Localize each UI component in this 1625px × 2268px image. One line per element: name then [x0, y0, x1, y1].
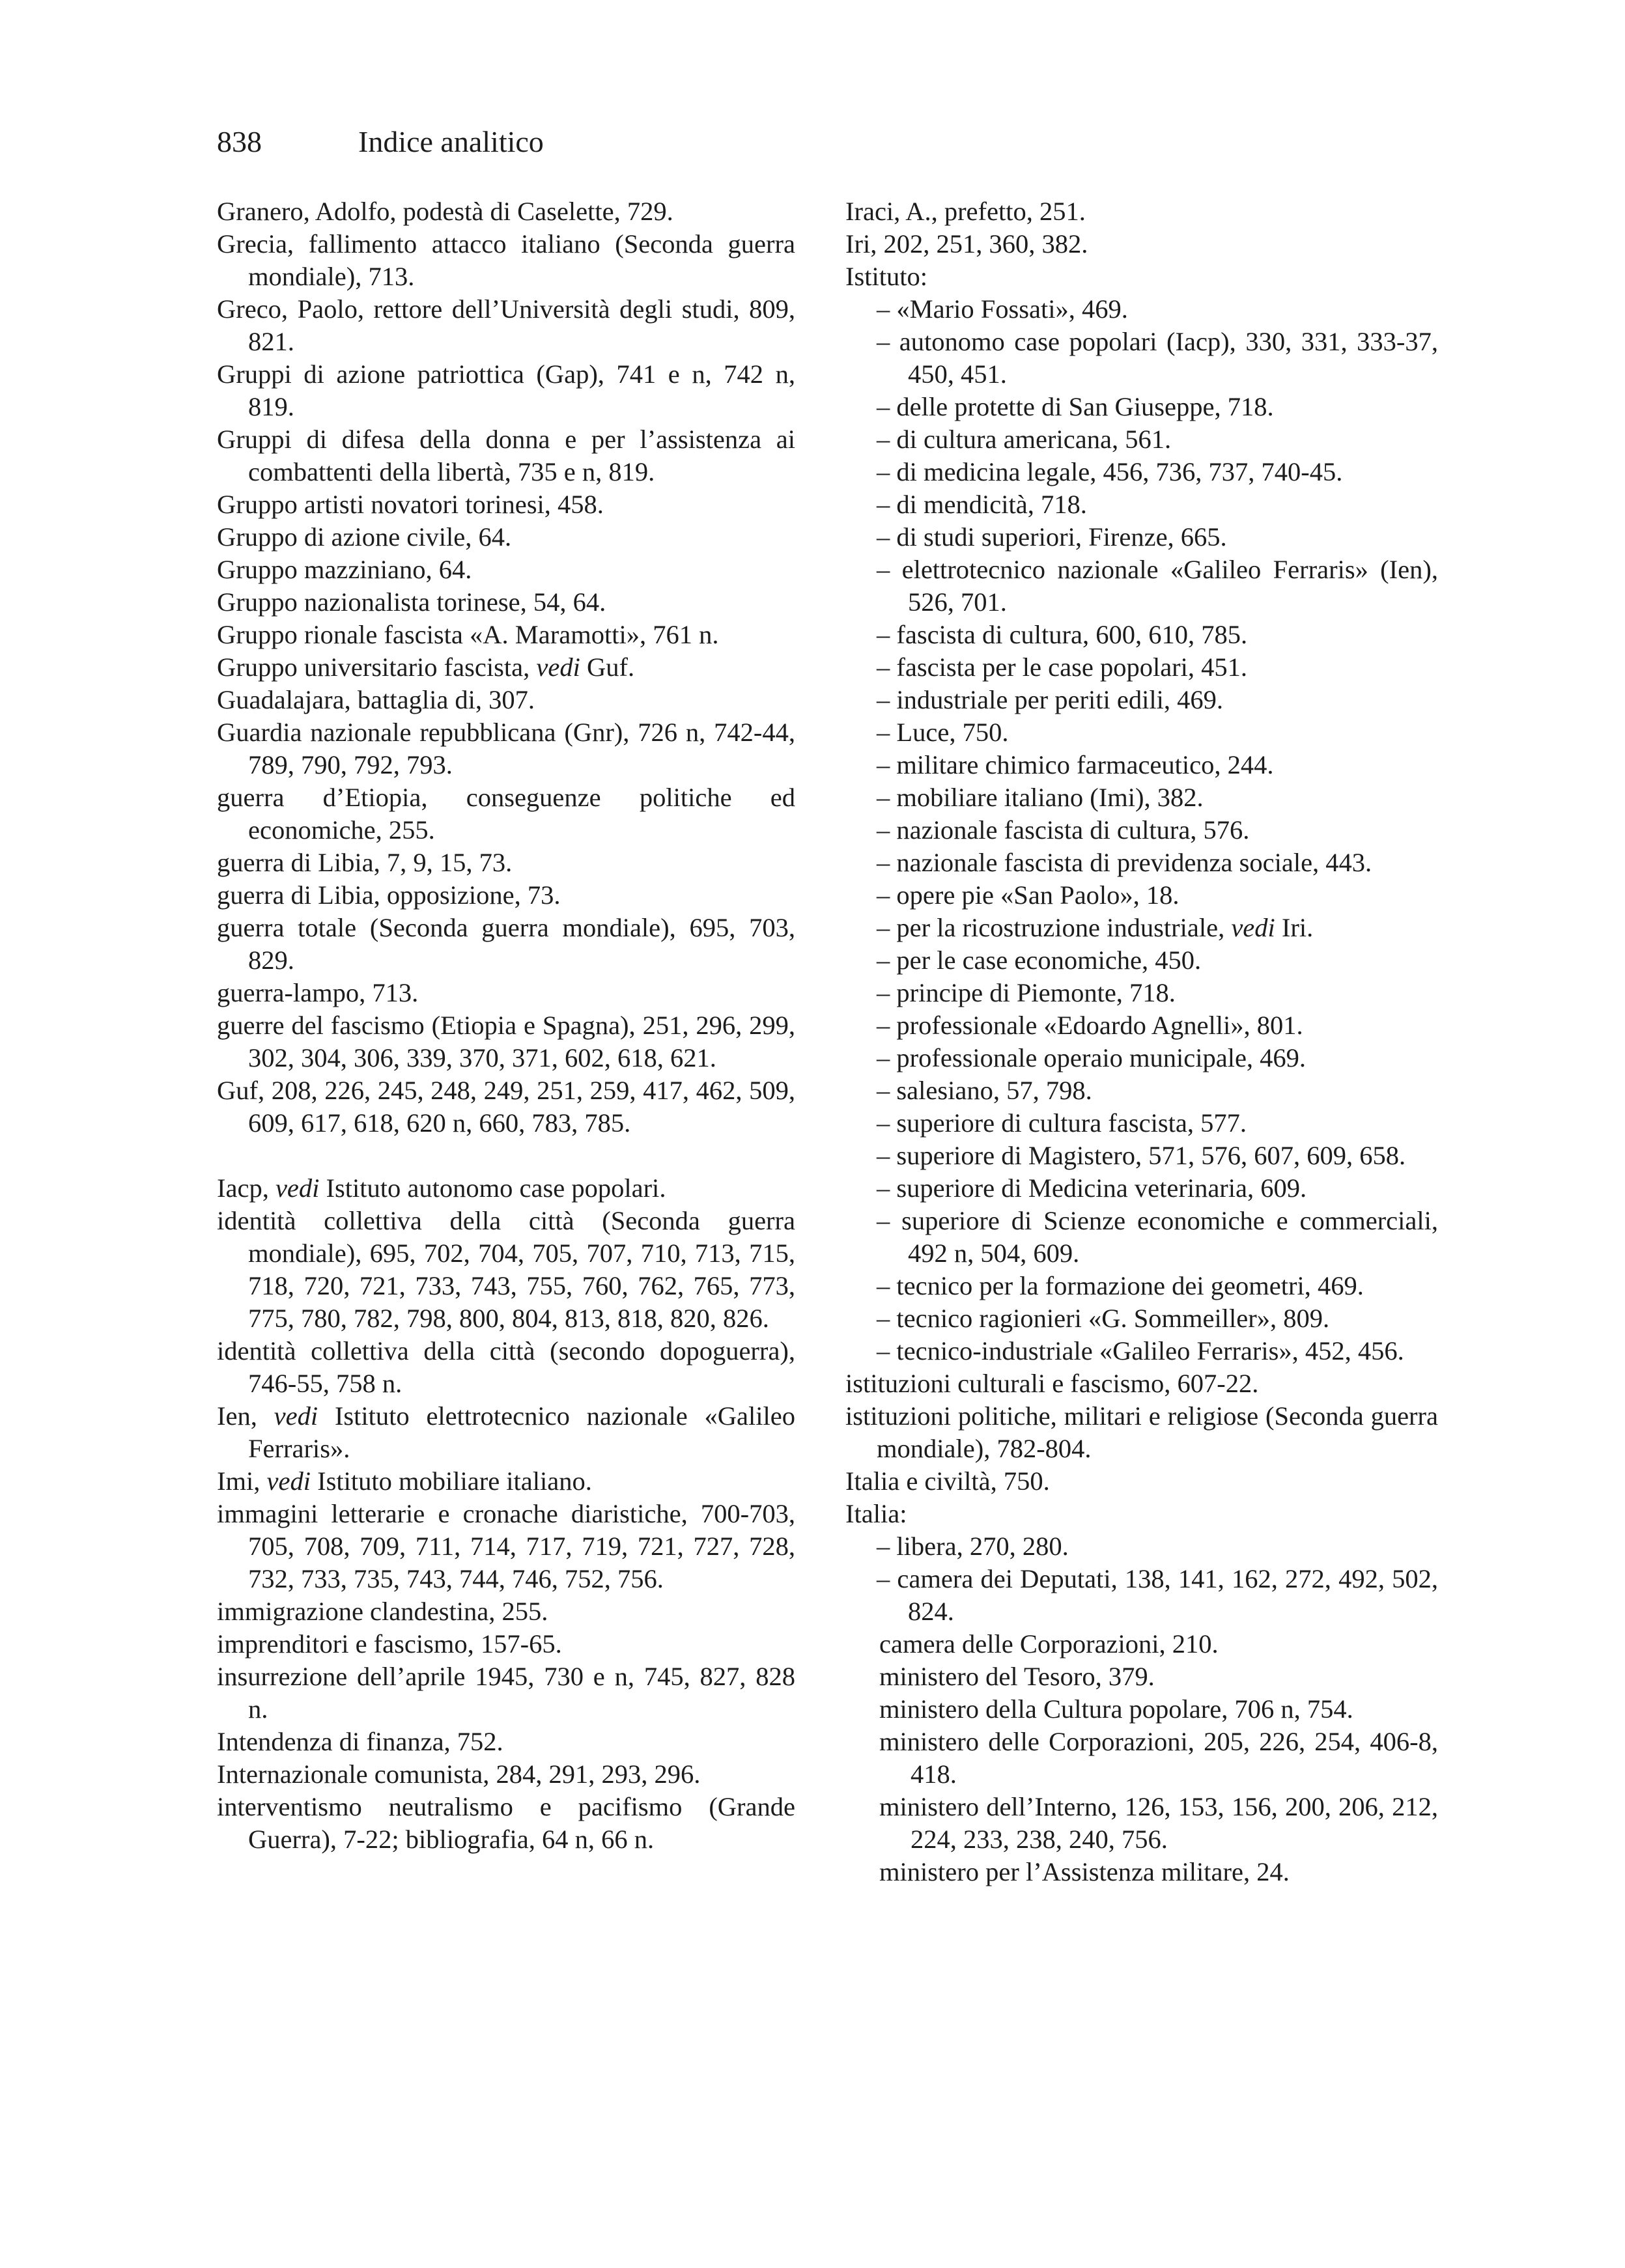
index-subentry: – Luce, 750. — [877, 718, 1009, 747]
index-entry: Granero, Adolfo, podestà di Caselette, 729. — [217, 197, 673, 226]
index-subentry: – superiore di Scienze economiche e commerciali, 492 n, 504, 609. — [877, 1206, 1438, 1268]
page-number: 838 — [217, 125, 262, 158]
index-subentry: – camera dei Deputati, 138, 141, 162, 272, 492, 502, 824. — [877, 1564, 1438, 1626]
index-entry: guerra d’Etiopia, conseguenze politiche ed economiche, 255. — [217, 783, 795, 845]
index-column-left — [217, 195, 795, 1856]
index-subentry: – elettrotecnico nazionale «Galileo Ferraris» (Ien), 526, 701. — [877, 555, 1438, 617]
entry-text: Imi, — [217, 1466, 267, 1496]
entry-text: Iri. — [1275, 913, 1314, 942]
index-subentry: – fascista per le case popolari, 451. — [877, 652, 1248, 682]
index-entry: Iri, 202, 251, 360, 382. — [845, 229, 1088, 259]
index-entry: Guf, 208, 226, 245, 248, 249, 251, 259, 417, 462, 509, 609, 617, 618, 620 n, 660, 783, 785. — [217, 1076, 795, 1138]
entry-text: – per la ricostruzione industriale, — [877, 913, 1232, 942]
entry-text: Ien, — [217, 1401, 274, 1431]
cross-reference-vedi: vedi — [536, 652, 580, 682]
index-subentry: – salesiano, 57, 798. — [877, 1076, 1092, 1105]
index-subentry: camera delle Corporazioni, 210. — [879, 1629, 1219, 1659]
index-subentry: ministero delle Corporazioni, 205, 226, 254, 406-8, 418. — [879, 1727, 1438, 1789]
index-entry: Gruppo rionale fascista «A. Maramotti», 761 n. — [217, 620, 719, 649]
entry-text: Istituto mobiliare italiano. — [310, 1466, 592, 1496]
index-subentry: – tecnico-industriale «Galileo Ferraris», 452, 456. — [877, 1336, 1404, 1365]
index-entry — [217, 1465, 795, 1498]
index-entry: istituzioni culturali e fascismo, 607-22. — [845, 1369, 1259, 1398]
index-subentry: – superiore di cultura fascista, 577. — [877, 1108, 1247, 1138]
index-entry: Internazionale comunista, 284, 291, 293, 296. — [217, 1759, 701, 1789]
index-subentry: – opere pie «San Paolo», 18. — [877, 880, 1180, 910]
index-subentry: – tecnico ragionieri «G. Sommeiller», 809. — [877, 1304, 1330, 1333]
index-subentry: ministero dell’Interno, 126, 153, 156, 200, 206, 212, 224, 233, 238, 240, 756. — [879, 1792, 1438, 1854]
index-subentry: – industriale per periti edili, 469. — [877, 685, 1223, 714]
index-entry: Italia e civiltà, 750. — [845, 1466, 1050, 1496]
entry-text: Istituto elettrotecnico nazionale «Galileo Ferraris». — [248, 1401, 796, 1463]
index-entry: Iraci, A., prefetto, 251. — [845, 197, 1086, 226]
cross-reference-vedi: vedi — [1231, 913, 1275, 942]
index-subentry: – superiore di Medicina veterinaria, 609. — [877, 1173, 1307, 1203]
index-entry: Italia: — [845, 1499, 907, 1528]
index-subentry: – autonomo case popolari (Iacp), 330, 331, 333-37, 450, 451. — [877, 327, 1438, 389]
index-entry: interventismo neutralismo e pacifismo (Grande Guerra), 7-22; bibliografia, 64 n, 66 n. — [217, 1792, 795, 1854]
index-entry: identità collettiva della città (Seconda guerra mondiale), 695, 702, 704, 705, 707, 710, 713, 715, 718, 720, 721, 733, 743, 755, 760, 762, 765, 773, 775, 780, 782, 798, 800, 804, 813, 818, 820, 826. — [217, 1206, 795, 1333]
entry-text: Istituto autonomo case popolari. — [319, 1173, 666, 1203]
index-entry: imprenditori e fascismo, 157-65. — [217, 1629, 562, 1659]
entry-text: Iacp, — [217, 1173, 276, 1203]
index-column-right — [845, 195, 1438, 1888]
index-entry: guerra totale (Seconda guerra mondiale), 695, 703, 829. — [217, 913, 795, 975]
index-subentry: – mobiliare italiano (Imi), 382. — [877, 783, 1204, 812]
index-entry: guerre del fascismo (Etiopia e Spagna), 251, 296, 299, 302, 304, 306, 339, 370, 371, 602, 618, 621. — [217, 1011, 795, 1072]
index-entry: guerra di Libia, opposizione, 73. — [217, 880, 561, 910]
index-entry: immigrazione clandestina, 255. — [217, 1597, 548, 1626]
index-entry — [217, 1400, 795, 1465]
index-subentry: ministero del Tesoro, 379. — [879, 1662, 1155, 1691]
index-entry — [217, 651, 795, 684]
index-subentry: – di studi superiori, Firenze, 665. — [877, 522, 1227, 552]
index-subentry: – superiore di Magistero, 571, 576, 607, 609, 658. — [877, 1141, 1406, 1170]
entry-text: Gruppo universitario fascista, — [217, 652, 537, 682]
index-entry: guerra di Libia, 7, 9, 15, 73. — [217, 848, 513, 877]
index-entry: Gruppo mazziniano, 64. — [217, 555, 472, 584]
index-entry: Greco, Paolo, rettore dell’Università degli studi, 809, 821. — [217, 294, 795, 356]
index-subentry: ministero della Cultura popolare, 706 n, 754. — [879, 1694, 1353, 1724]
page-header — [217, 122, 544, 161]
index-subentry: – «Mario Fossati», 469. — [877, 294, 1128, 324]
index-subentry: ministero per l’Assistenza militare, 24. — [879, 1857, 1290, 1886]
index-entry: Grecia, fallimento attacco italiano (Seconda guerra mondiale), 713. — [217, 229, 795, 291]
index-subentry: – principe di Piemonte, 718. — [877, 978, 1176, 1007]
index-subentry: – fascista di cultura, 600, 610, 785. — [877, 620, 1248, 649]
index-subentry: – per le case economiche, 450. — [877, 945, 1202, 975]
index-subentry — [845, 912, 1438, 944]
index-subentry: – delle protette di San Giuseppe, 718. — [877, 392, 1274, 421]
index-entry: istituzioni politiche, militari e religiose (Seconda guerra mondiale), 782-804. — [845, 1401, 1438, 1463]
index-subentry: – professionale operaio municipale, 469. — [877, 1043, 1307, 1072]
index-subentry: – professionale «Edoardo Agnelli», 801. — [877, 1011, 1303, 1040]
index-subentry: – di cultura americana, 561. — [877, 425, 1172, 454]
index-entry: Istituto: — [845, 262, 928, 291]
index-entry: Guardia nazionale repubblicana (Gnr), 726 n, 742-44, 789, 790, 792, 793. — [217, 718, 795, 779]
cross-reference-vedi: vedi — [266, 1466, 311, 1496]
index-subentry: – nazionale fascista di previdenza sociale, 443. — [877, 848, 1372, 877]
index-entry: Gruppo di azione civile, 64. — [217, 522, 512, 552]
cross-reference-vedi: vedi — [275, 1173, 320, 1203]
index-entry: Intendenza di finanza, 752. — [217, 1727, 503, 1756]
running-title: Indice analitico — [358, 125, 544, 158]
index-entry: Guadalajara, battaglia di, 307. — [217, 685, 535, 714]
entry-text: Guf. — [580, 652, 635, 682]
index-subentry: – tecnico per la formazione dei geometri, 469. — [877, 1271, 1364, 1300]
index-entry: immagini letterarie e cronache diaristiche, 700-703, 705, 708, 709, 711, 714, 717, 719, 721, 727, 728, 732, 733, 735, 743, 744, 746, 752, 756. — [217, 1499, 795, 1593]
index-subentry: – nazionale fascista di cultura, 576. — [877, 815, 1250, 845]
index-entry: guerra-lampo, 713. — [217, 978, 419, 1007]
cross-reference-vedi: vedi — [274, 1401, 318, 1431]
index-entry: identità collettiva della città (secondo dopoguerra), 746-55, 758 n. — [217, 1336, 795, 1398]
index-subentry: – militare chimico farmaceutico, 244. — [877, 750, 1274, 779]
index-entry: Gruppi di azione patriottica (Gap), 741 e n, 742 n, 819. — [217, 359, 795, 421]
index-entry: Gruppo nazionalista torinese, 54, 64. — [217, 587, 606, 617]
index-subentry: – di medicina legale, 456, 736, 737, 740-45. — [877, 457, 1343, 486]
index-entry: Gruppo artisti novatori torinesi, 458. — [217, 490, 604, 519]
index-entry — [217, 1172, 795, 1205]
index-subentry: – libera, 270, 280. — [877, 1532, 1069, 1561]
index-subentry: – di mendicità, 718. — [877, 490, 1087, 519]
index-entry: insurrezione dell’aprile 1945, 730 e n, 745, 827, 828 n. — [217, 1662, 795, 1724]
index-entry: Gruppi di difesa della donna e per l’assistenza ai combattenti della libertà, 735 e n, 819. — [217, 425, 795, 486]
